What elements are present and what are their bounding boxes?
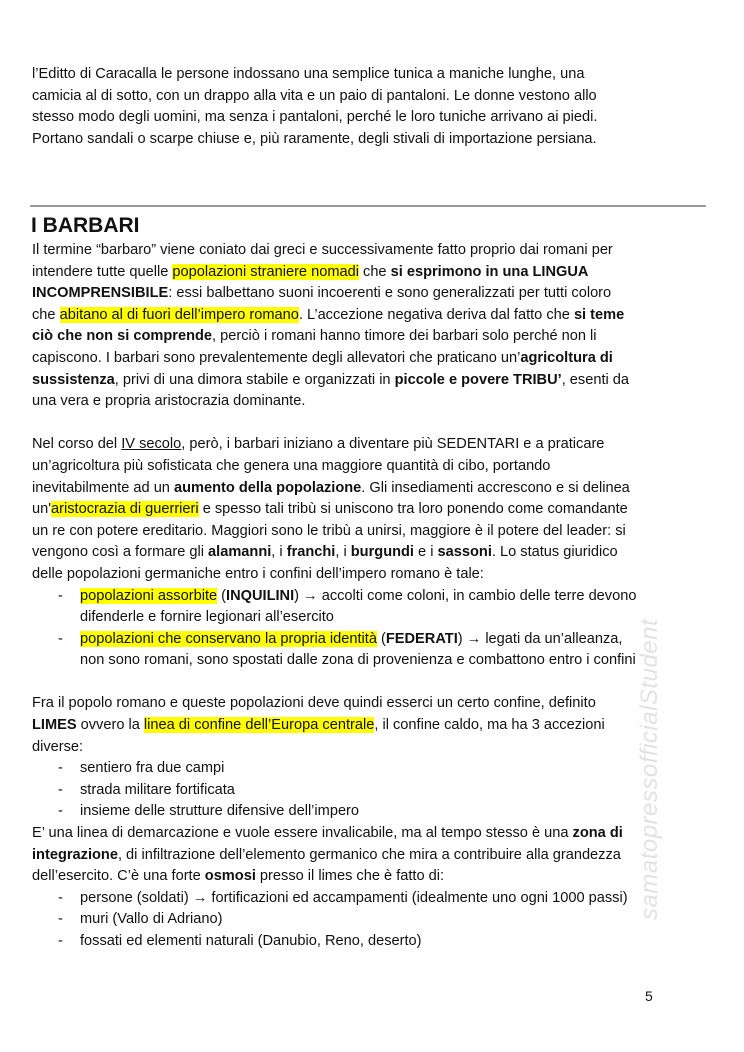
text-run: Il termine “barbaro” viene coniato dai greci e successivamente fatto proprio dai romani per [32,242,613,258]
text-run: , i [335,544,351,561]
text-run: intendere tutte quelle [32,263,173,280]
text-line [32,737,636,759]
bold-text: sassoni [437,544,492,561]
text-run: l’Editto di Caracalla le persone indossano una semplice tunica a maniche lunghe, una [32,66,585,82]
bold-text: aumento della popolazione [173,479,362,496]
text-line [32,845,636,867]
text-line [32,542,636,564]
text-line [32,456,636,478]
text-run: persone (soldati) → fortificazioni ed accampamenti (idealmente uno ogni 1000 passi) [80,889,628,906]
bullet-dash: - [58,587,63,604]
text-run: ( [217,587,227,604]
text-line [32,499,636,521]
bold-text: LIMES [32,717,77,734]
highlighted-text: popolazioni assorbite [80,587,218,604]
bold-text: FEDERATI [385,630,458,647]
list-item [32,931,636,953]
text-run: : essi balbettano suoni incoerenti e sono generalizzati per tutti coloro [168,285,612,302]
text-run: e i [414,544,438,561]
list-item [32,801,636,823]
section-body [32,240,636,953]
text-run: sentiero fra due campi [80,760,225,777]
bold-text: alamanni [208,544,272,561]
text-line [32,348,636,370]
text-run: che [358,263,391,280]
text-run: , esenti da [561,371,630,388]
bold-text: INQUILINI [226,587,295,604]
text-line [32,391,636,413]
section-heading: I BARBARI [31,214,140,237]
highlighted-text: linea di confine dell’Europa centrale [143,717,375,734]
text-run: difenderle e fornire legionari all’esercito [80,609,334,626]
text-line [32,823,636,845]
section-divider [30,205,706,207]
highlighted-text: abitano al di fuori dell’impero romano [59,306,299,323]
list-item [32,780,636,802]
bold-text: franchi [286,544,336,561]
bold-text: sussistenza [32,371,115,388]
text-run: un re con potere ereditario. Maggiori sono le tribù a unirsi, maggiore è il potere del leader: si [32,522,626,539]
bold-text: INCOMPRENSIBILE [32,285,169,302]
list-item [32,629,636,651]
list-item [32,758,636,780]
text-run: E’ una linea di demarcazione e vuole essere invalicabile, ma al tempo stesso è una [32,825,573,842]
highlighted-text: aristocrazia di guerrieri [51,501,199,518]
bullet-dash: - [58,781,63,798]
text-run: . Lo status giuridico [491,544,618,561]
bold-text: burgundi [350,544,414,561]
list-item [32,586,636,608]
text-run: , i [271,544,287,561]
text-run: , il confine caldo, ma ha 3 accezioni [374,717,605,734]
intro-paragraph [32,64,597,150]
text-line [32,434,636,456]
text-run: vengono così a formare gli [32,544,209,561]
text-run: strada militare fortificata [80,781,235,798]
text-run: , perciò i romani hanno timore dei barbari solo perché non li [212,328,597,345]
bold-text: si esprimono in una LINGUA [390,263,589,280]
blank-line [32,413,636,435]
text-run: , privi di una dimora stabile e organizzati in [114,371,395,388]
bullet-dash: - [58,889,63,906]
text-run: ( [376,630,386,647]
text-run: , di infiltrazione dell’elemento germanico che mira a contribuire alla grandezza [117,846,621,863]
text-run: Portano sandali o scarpe chiuse e, più raramente, degli stivali di importazione persiana. [32,130,597,147]
bold-text: piccole e povere TRIBU’ [394,371,562,388]
text-run: un’agricoltura più sofisticata che genera una maggiore quantità di cibo, portando [32,457,551,474]
text-line [32,305,636,327]
text-line [32,693,636,715]
text-run: ) → legati da un’alleanza, [457,630,623,647]
text-run: diverse: [32,738,84,755]
text-line [32,283,636,305]
text-run: , però, i barbari iniziano a diventare più SEDENTARI e a praticare [181,436,605,453]
text-line [32,521,636,543]
text-run: non sono romani, sono spostati dalle zona di provenienza e combattono entro i confini [80,652,636,669]
text-run: che [32,306,60,323]
text-run: dell’esercito. C’è una forte [32,868,205,885]
text-run: . Gli insediamenti accrescono e si delinea [361,479,630,496]
text-run: ) → accolti come coloni, in cambio delle terre devono [294,587,637,604]
text-line [32,86,597,108]
bold-text: agricoltura di [520,349,613,366]
bullet-dash: - [58,630,63,647]
text-line [32,564,636,586]
underlined-text: IV secolo [121,436,182,453]
bold-text: si teme [573,306,625,323]
text-line [32,240,636,262]
text-line [32,478,636,500]
text-line [32,607,636,629]
text-run: presso il limes che è fatto di: [255,868,445,885]
highlighted-text: popolazioni straniere nomadi [172,263,359,280]
text-run: e spesso tali tribù si uniscono tra loro ponendo come comandante [198,501,628,518]
list-item [32,909,636,931]
text-line [32,370,636,392]
bullet-dash: - [58,760,63,777]
bullet-dash: - [58,933,63,949]
bullet-dash: - [58,911,63,928]
text-run: inevitabilmente ad un [32,479,174,496]
bold-text: ciò che non si comprende [32,328,213,345]
text-run: delle popolazioni germaniche entro i confini dell’impero romano è tale: [32,565,484,582]
page-number: 5 [645,988,653,1004]
highlighted-text: popolazioni che conservano la propria identità [80,630,377,647]
blank-line [32,672,636,694]
text-run: stesso modo degli uomini, ma senza i pantaloni, perché le loro tuniche arrivano ai piedi. [32,109,598,126]
watermark: samatopressofficialStudent [636,618,663,920]
bold-text: zona di [572,825,623,842]
text-run: camicia al di sotto, con un drappo alla vita e un paio di pantaloni. Le donne vestono allo [32,87,597,104]
text-line [32,866,636,888]
text-line [32,262,636,284]
text-run: un' [32,501,52,518]
text-run: capiscono. I barbari sono prevalentemente degli allevatori che praticano un’ [32,349,521,366]
text-line [32,326,636,348]
text-run: . L’accezione negativa deriva dal fatto che [298,306,574,323]
text-line [32,650,636,672]
text-line [32,715,636,737]
text-run: Nel corso del [32,436,122,453]
text-line [32,129,597,151]
text-run: insieme delle strutture difensive dell’impero [80,803,360,820]
bullet-dash: - [58,803,63,820]
bold-text: integrazione [32,846,118,863]
text-run: una vera e propria aristocrazia dominante. [32,393,306,410]
bold-text: osmosi [204,868,256,885]
list-item [32,888,636,910]
text-line [32,64,597,86]
text-run: fossati ed elementi naturali (Danubio, Reno, deserto) [80,933,422,949]
text-run: muri (Vallo di Adriano) [80,911,223,928]
text-run: Fra il popolo romano e queste popolazioni deve quindi esserci un certo confine, definito [32,695,596,712]
text-run: ovvero la [76,717,144,734]
text-line [32,107,597,129]
